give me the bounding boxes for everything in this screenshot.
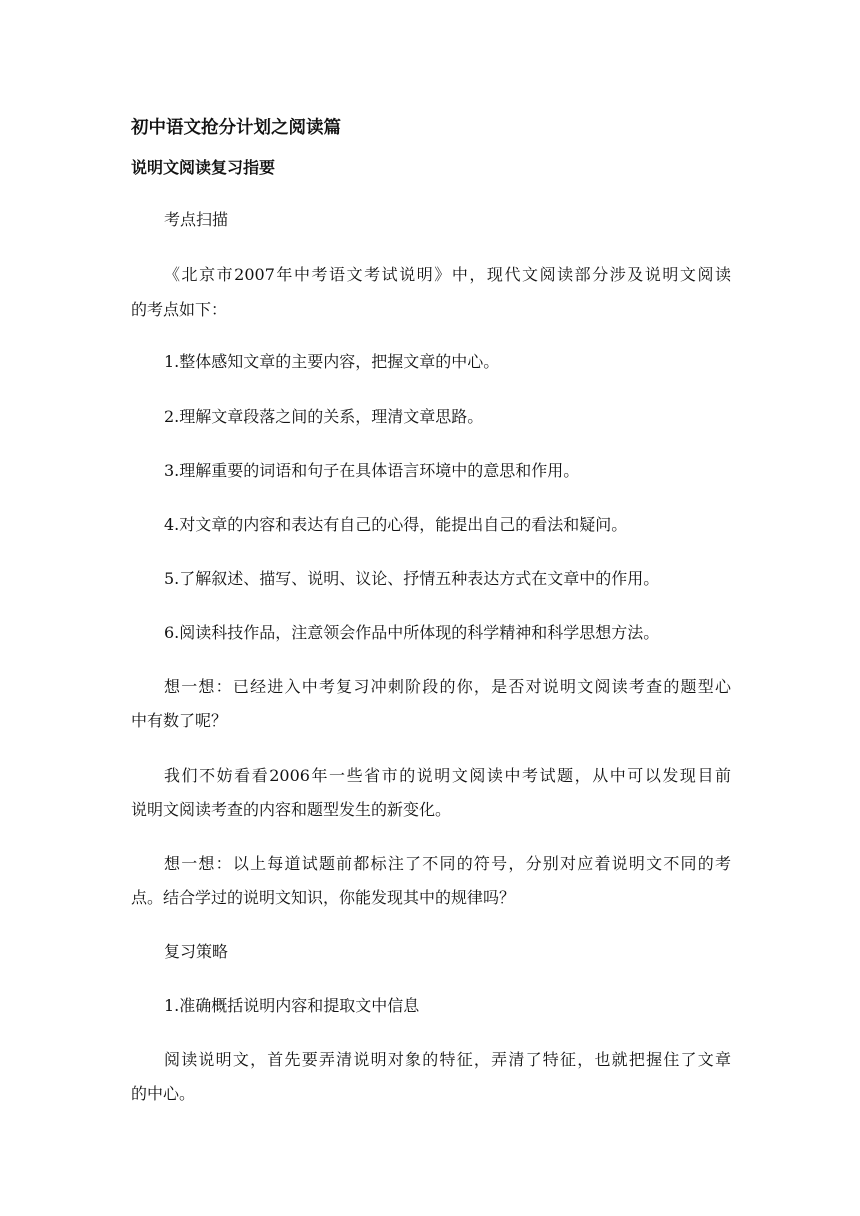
strategy-1-paragraph-line2: 的中心。	[131, 1084, 196, 1103]
document-subtitle: 说明文阅读复习指要	[131, 158, 276, 177]
exam-point-3: 3.理解重要的词语和句子在具体语言环境中的意思和作用。	[164, 461, 580, 480]
look-paragraph-line2: 说明文阅读考查的内容和题型发生的新变化。	[131, 800, 452, 819]
exam-point-2: 2.理解文章段落之间的关系，理清文章思路。	[164, 407, 484, 426]
document-title: 初中语文抢分计划之阅读篇	[131, 118, 341, 138]
exam-point-5: 5.了解叙述、描写、说明、议论、抒情五种表达方式在文章中的作用。	[164, 569, 660, 588]
intro-paragraph-line1: 《北京市2007年中考语文考试说明》中，现代文阅读部分涉及说明文阅读	[164, 265, 731, 284]
exam-point-6: 6.阅读科技作品，注意领会作品中所体现的科学精神和科学思想方法。	[164, 623, 660, 642]
think-paragraph-2-line1: 想一想：以上每道试题前都标注了不同的符号，分别对应着说明文不同的考	[164, 854, 731, 873]
exam-point-1: 1.整体感知文章的主要内容，把握文章的中心。	[164, 352, 500, 371]
think-paragraph-2-line2: 点。结合学过的说明文知识，你能发现其中的规律吗？	[131, 888, 516, 907]
strategy-1-paragraph-line1: 阅读说明文，首先要弄清说明对象的特征，弄清了特征，也就把握住了文章	[164, 1050, 731, 1069]
think-paragraph-1-line2: 中有数了呢？	[131, 711, 228, 730]
exam-point-4: 4.对文章的内容和表达有自己的心得，能提出自己的看法和疑问。	[164, 515, 628, 534]
think-paragraph-1-line1: 想一想：已经进入中考复习冲刺阶段的你，是否对说明文阅读考查的题型心	[164, 677, 731, 696]
section-heading-scan: 考点扫描	[164, 210, 229, 229]
intro-paragraph-line2: 的考点如下：	[131, 300, 228, 319]
look-paragraph-line1: 我们不妨看看2006年一些省市的说明文阅读中考试题，从中可以发现目前	[164, 766, 731, 785]
strategy-1-title: 1.准确概括说明内容和提取文中信息	[164, 996, 420, 1015]
section-heading-strategy: 复习策略	[164, 942, 229, 961]
